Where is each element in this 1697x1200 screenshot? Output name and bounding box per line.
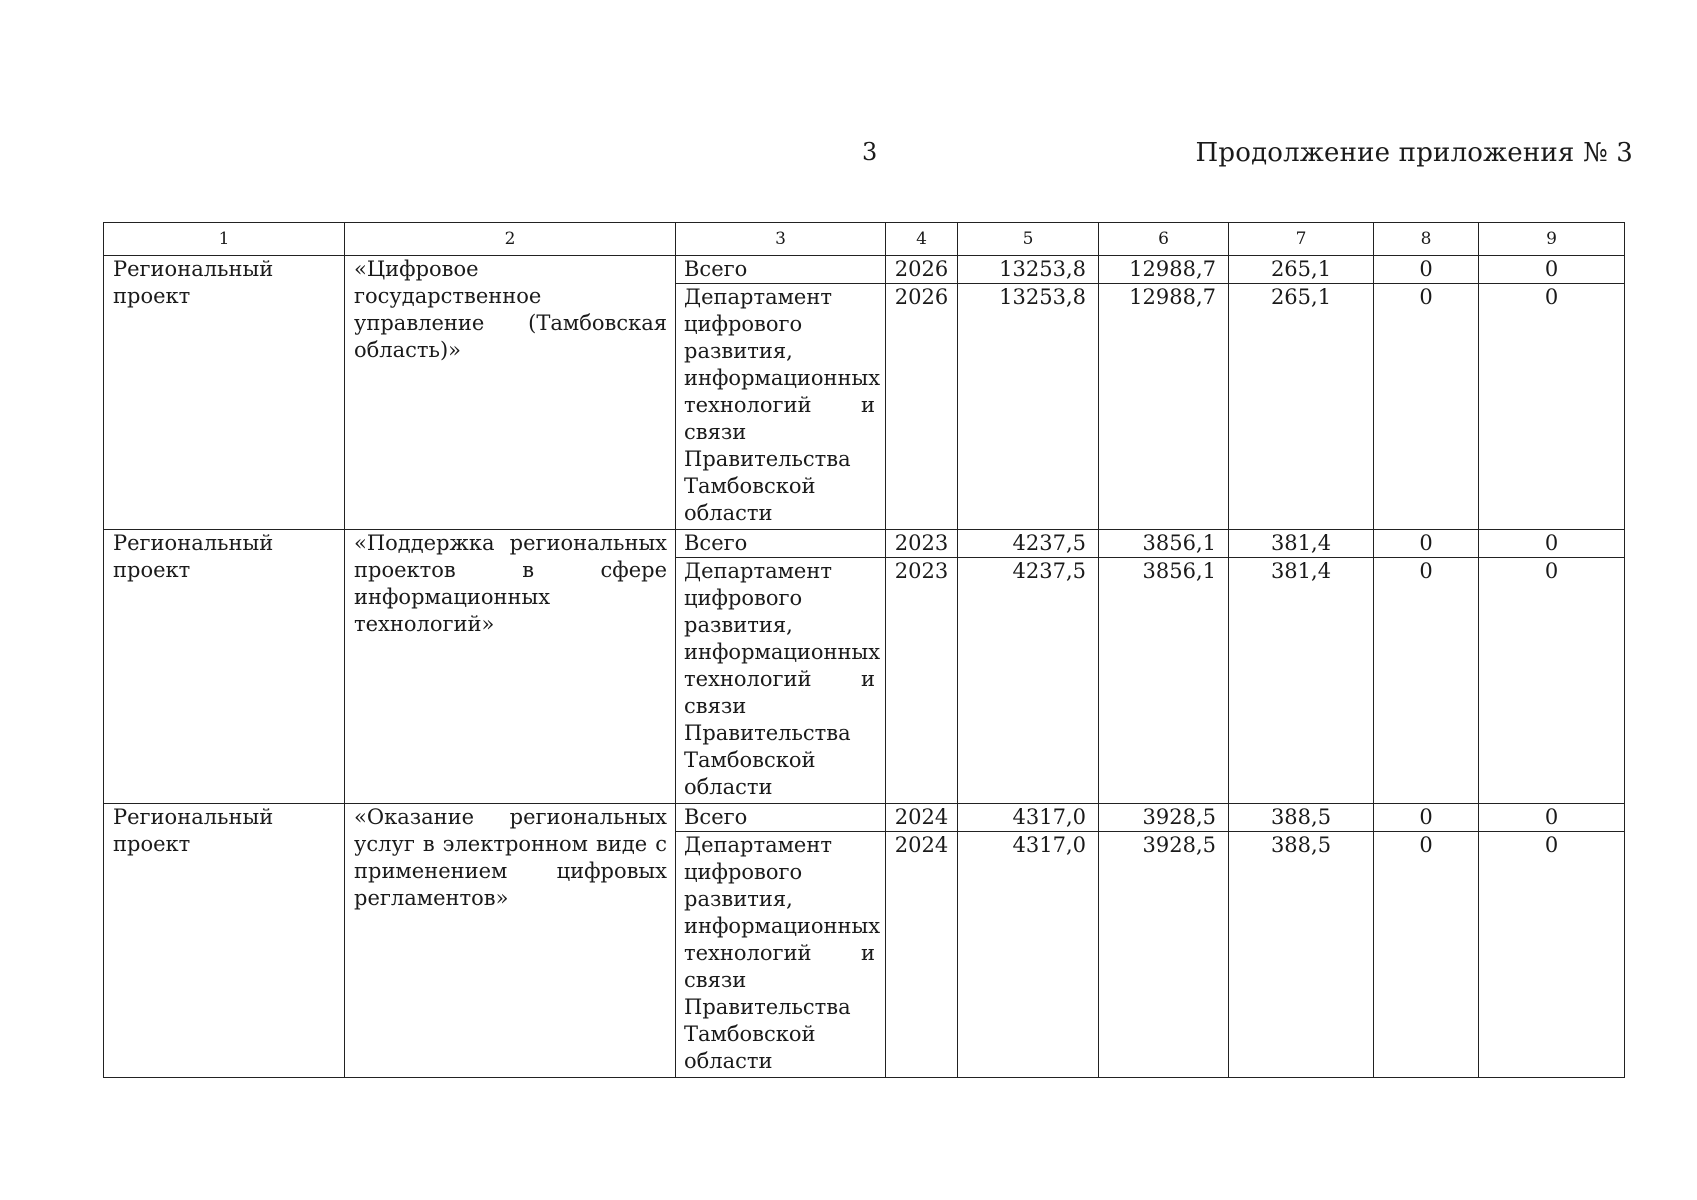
value-cell: 13253,8 bbox=[958, 256, 1099, 284]
value-cell: 0 bbox=[1479, 530, 1625, 558]
executor-line: Тамбовской bbox=[684, 748, 816, 772]
project-title-cell: «Цифровое государственное управление (Тамбовская область)» bbox=[345, 256, 676, 530]
value-cell: 3928,5 bbox=[1099, 804, 1229, 832]
column-header: 3 bbox=[676, 223, 886, 256]
value-cell: 388,5 bbox=[1229, 804, 1374, 832]
year-cell: 2026 bbox=[886, 284, 958, 530]
value-cell: 0 bbox=[1374, 832, 1479, 1078]
executor-line: Департамент bbox=[684, 285, 832, 309]
column-header: 1 bbox=[104, 223, 345, 256]
executor-line: Правительства bbox=[684, 721, 851, 745]
value-cell: 12988,7 bbox=[1099, 256, 1229, 284]
table-row bbox=[104, 804, 1625, 832]
value-cell: 13253,8 bbox=[958, 284, 1099, 530]
value-cell: 0 bbox=[1374, 284, 1479, 530]
project-type-cell: Региональный проект bbox=[104, 256, 345, 530]
year-cell: 2023 bbox=[886, 558, 958, 804]
executor-line: информационных bbox=[684, 366, 881, 390]
value-cell: 0 bbox=[1374, 804, 1479, 832]
executor-line: технологий и bbox=[684, 941, 875, 965]
value-cell: 0 bbox=[1479, 284, 1625, 530]
project-type-cell: Региональный проект bbox=[104, 530, 345, 804]
executor-line: Правительства bbox=[684, 447, 851, 471]
executor-line: развития, bbox=[684, 339, 793, 363]
value-cell: 0 bbox=[1479, 832, 1625, 1078]
executor-line: информационных bbox=[684, 640, 881, 664]
executor-line: развития, bbox=[684, 613, 793, 637]
executor-line: развития, bbox=[684, 887, 793, 911]
value-cell: 3856,1 bbox=[1099, 530, 1229, 558]
executor-cell: Всего bbox=[676, 256, 886, 284]
column-header: 6 bbox=[1099, 223, 1229, 256]
year-cell: 2024 bbox=[886, 804, 958, 832]
value-cell: 388,5 bbox=[1229, 832, 1374, 1078]
value-cell: 4237,5 bbox=[958, 558, 1099, 804]
executor-cell bbox=[676, 284, 886, 530]
executor-line: Тамбовской bbox=[684, 474, 816, 498]
executor-line: цифрового bbox=[684, 860, 803, 884]
value-cell: 0 bbox=[1479, 558, 1625, 804]
value-cell: 12988,7 bbox=[1099, 284, 1229, 530]
executor-cell: Всего bbox=[676, 530, 886, 558]
value-cell: 0 bbox=[1479, 804, 1625, 832]
page-number: 3 bbox=[862, 138, 878, 166]
value-cell: 381,4 bbox=[1229, 530, 1374, 558]
value-cell: 0 bbox=[1374, 558, 1479, 804]
executor-line: цифрового bbox=[684, 586, 803, 610]
value-cell: 3856,1 bbox=[1099, 558, 1229, 804]
executor-line: области bbox=[684, 501, 773, 525]
executor-line: информационных bbox=[684, 914, 881, 938]
value-cell: 0 bbox=[1479, 256, 1625, 284]
executor-line: Департамент bbox=[684, 559, 832, 583]
executor-line: технологий и bbox=[684, 667, 875, 691]
appendix-continuation-label: Продолжение приложения № 3 bbox=[1195, 138, 1633, 168]
column-number-row bbox=[104, 223, 1625, 256]
budget-table bbox=[103, 222, 1625, 1078]
column-header: 2 bbox=[345, 223, 676, 256]
value-cell: 4317,0 bbox=[958, 832, 1099, 1078]
executor-line: связи bbox=[684, 694, 747, 718]
year-cell: 2024 bbox=[886, 832, 958, 1078]
value-cell: 4317,0 bbox=[958, 804, 1099, 832]
project-title-cell: «Поддержка региональных проектов в сфере информационных технологий» bbox=[345, 530, 676, 804]
executor-line: технологий и bbox=[684, 393, 875, 417]
executor-line: цифрового bbox=[684, 312, 803, 336]
column-header: 7 bbox=[1229, 223, 1374, 256]
table-row bbox=[104, 256, 1625, 284]
value-cell: 3928,5 bbox=[1099, 832, 1229, 1078]
executor-line: области bbox=[684, 775, 773, 799]
table-row bbox=[104, 530, 1625, 558]
executor-cell bbox=[676, 832, 886, 1078]
executor-line: Департамент bbox=[684, 833, 832, 857]
executor-line: связи bbox=[684, 420, 747, 444]
year-cell: 2026 bbox=[886, 256, 958, 284]
value-cell: 381,4 bbox=[1229, 558, 1374, 804]
value-cell: 265,1 bbox=[1229, 256, 1374, 284]
value-cell: 0 bbox=[1374, 256, 1479, 284]
value-cell: 4237,5 bbox=[958, 530, 1099, 558]
column-header: 5 bbox=[958, 223, 1099, 256]
value-cell: 0 bbox=[1374, 530, 1479, 558]
executor-cell bbox=[676, 558, 886, 804]
executor-line: Правительства bbox=[684, 995, 851, 1019]
executor-cell: Всего bbox=[676, 804, 886, 832]
executor-line: области bbox=[684, 1049, 773, 1073]
column-header: 8 bbox=[1374, 223, 1479, 256]
column-header: 4 bbox=[886, 223, 958, 256]
project-type-cell: Региональный проект bbox=[104, 804, 345, 1078]
project-title-cell: «Оказание региональных услуг в электронном виде с применением цифровых регламентов» bbox=[345, 804, 676, 1078]
executor-line: связи bbox=[684, 968, 747, 992]
column-header: 9 bbox=[1479, 223, 1625, 256]
executor-line: Тамбовской bbox=[684, 1022, 816, 1046]
year-cell: 2023 bbox=[886, 530, 958, 558]
value-cell: 265,1 bbox=[1229, 284, 1374, 530]
